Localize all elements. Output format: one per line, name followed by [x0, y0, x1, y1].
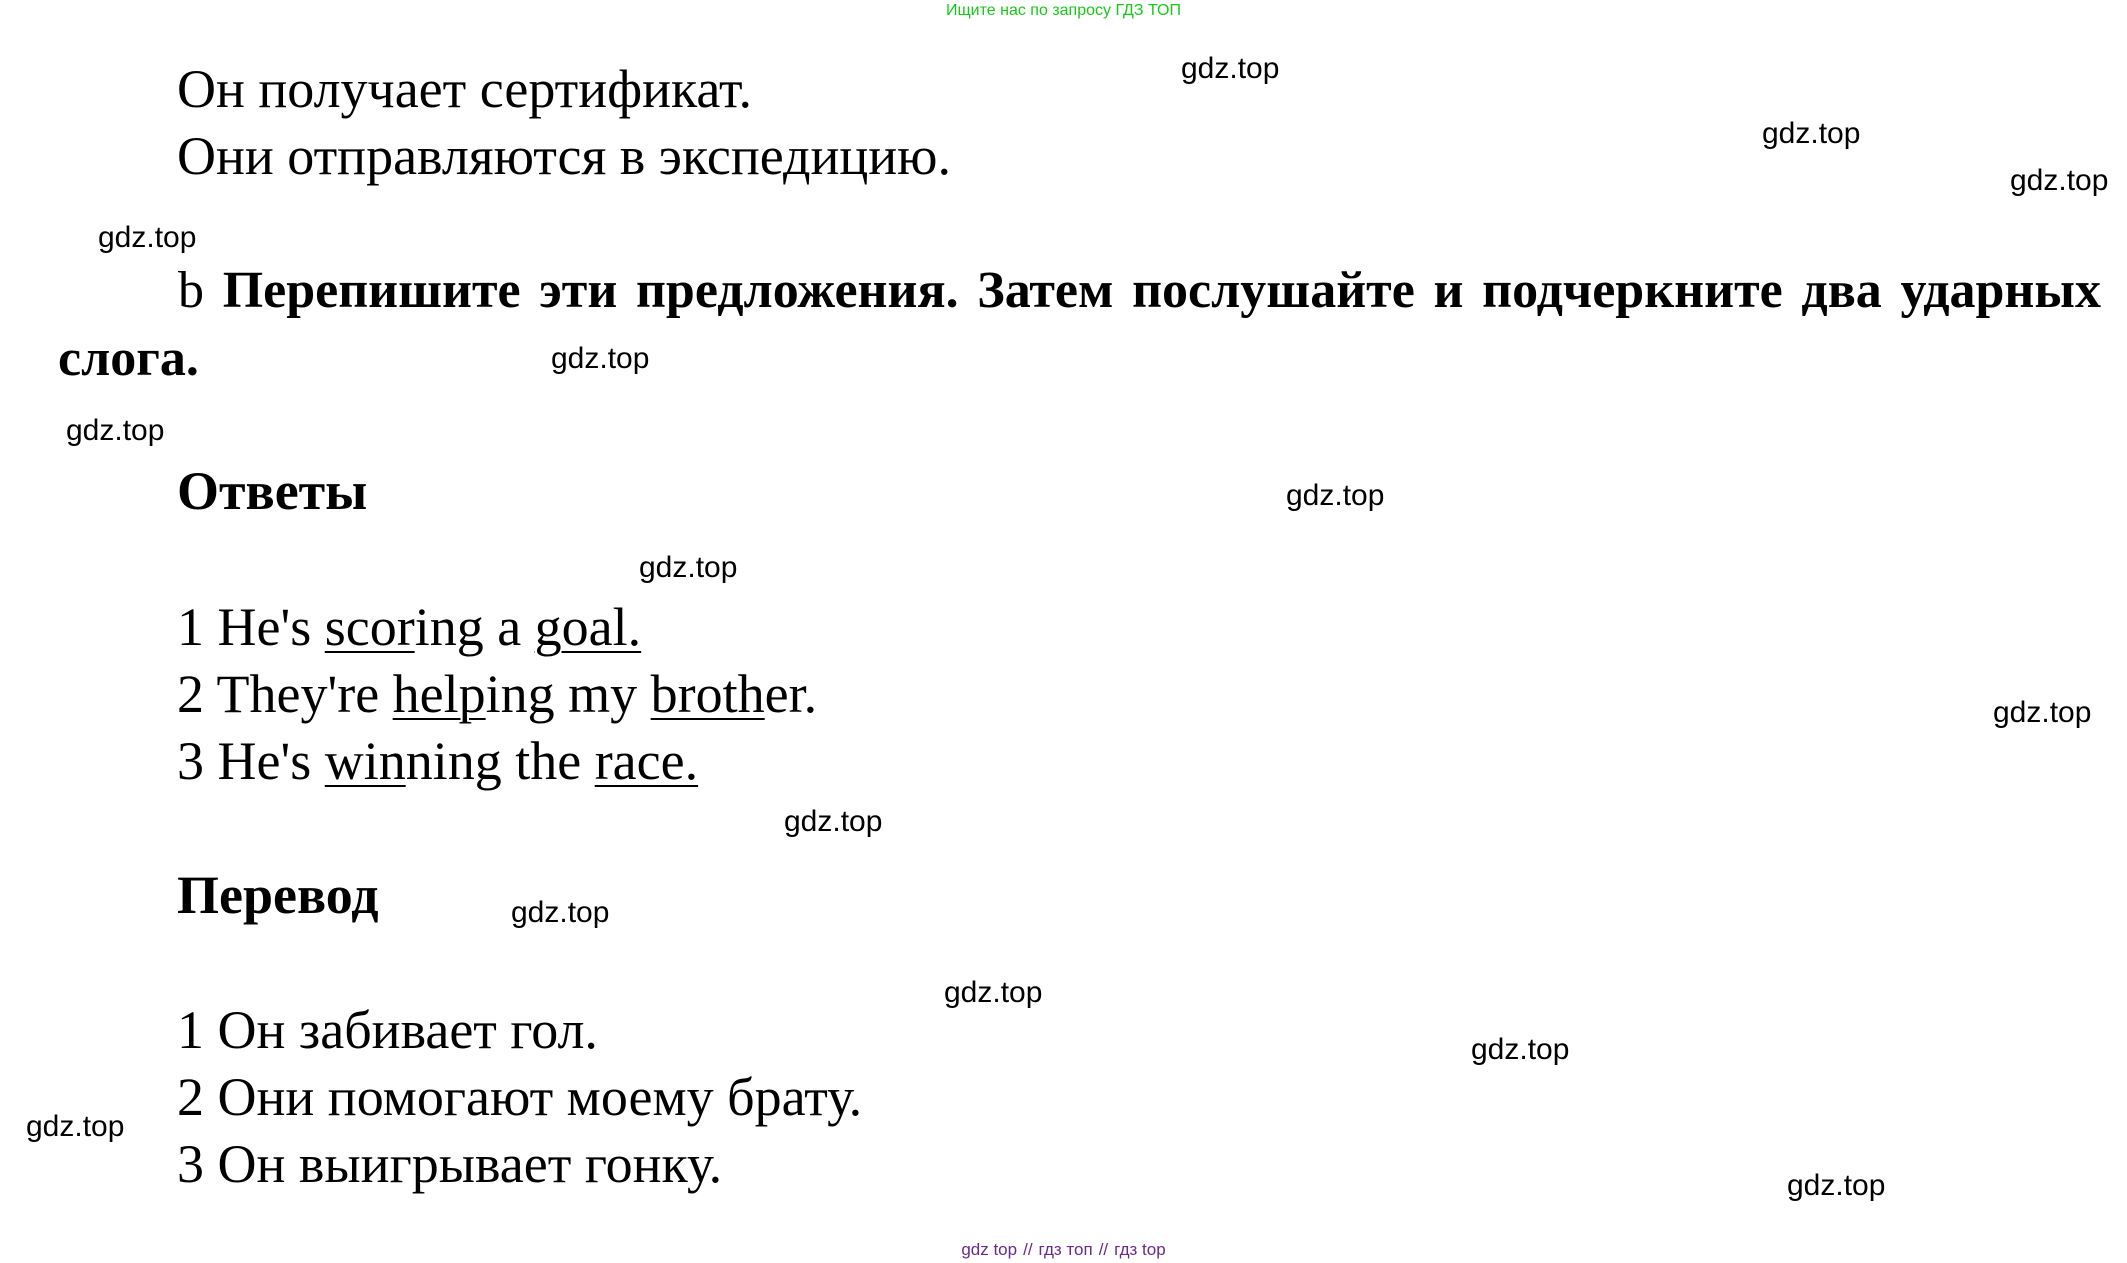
answer-line-2	[177, 661, 817, 727]
answer-1-stressed-2: goal.	[534, 597, 642, 657]
answer-1-stressed-1: scor	[324, 597, 415, 657]
answer-2-stressed-1: help	[392, 664, 486, 724]
bottom-separator: //	[1023, 1240, 1033, 1259]
answer-2-part-5: er.	[764, 664, 818, 724]
answer-line-1	[177, 594, 641, 660]
task-paragraph	[58, 257, 2101, 393]
bottom-link-gdz-top-mixed[interactable]: гдз top	[1114, 1240, 1166, 1259]
watermark: gdz.top	[1471, 1033, 1570, 1066]
translation-heading: Перевод	[177, 865, 379, 925]
intro-line-1: Он получает сертификат.	[177, 59, 753, 119]
answer-2-part-1: 2 They're	[177, 664, 393, 724]
watermark: gdz.top	[1787, 1169, 1886, 1202]
watermark: gdz.top	[1286, 479, 1385, 512]
search-banner[interactable]: Ищите нас по запросу ГДЗ ТОП	[946, 2, 1181, 19]
answer-line-3	[177, 728, 698, 794]
translation-line-3: 3 Он выигрывает гонку.	[177, 1134, 723, 1194]
answer-1-part-3: ing a	[414, 597, 535, 657]
watermark: gdz.top	[511, 896, 610, 929]
bottom-links	[0, 1240, 2127, 1260]
answer-3-part-1: 3 He's	[177, 731, 325, 791]
task-letter: b	[178, 262, 204, 319]
watermark: gdz.top	[26, 1110, 125, 1143]
intro-line-2: Они отправляются в экспедицию.	[177, 126, 952, 186]
bottom-separator: //	[1098, 1240, 1109, 1259]
watermark: gdz.top	[98, 221, 197, 254]
answer-2-part-3: ing my	[485, 664, 651, 724]
watermark: gdz.top	[1762, 117, 1861, 150]
watermark: gdz.top	[1181, 52, 1280, 85]
watermark: gdz.top	[2010, 164, 2109, 197]
answer-3-part-3: ning the	[405, 731, 595, 791]
answer-3-stressed-2: race.	[594, 731, 699, 791]
translation-line-1: 1 Он забивает гол.	[177, 1000, 598, 1060]
watermark: gdz.top	[784, 805, 883, 838]
answers-heading: Ответы	[177, 461, 368, 521]
bottom-link-gdz-top[interactable]: gdz top	[961, 1240, 1018, 1259]
answer-1-part-1: 1 He's	[177, 597, 325, 657]
answer-2-stressed-2: broth	[650, 664, 765, 724]
translation-line-2: 2 Они помогают моему брату.	[177, 1067, 863, 1127]
watermark: gdz.top	[944, 976, 1043, 1009]
task-instruction: Перепишите эти предложения. Затем послушайте и подчеркните два ударных слога.	[58, 262, 2101, 387]
watermark: gdz.top	[551, 342, 650, 375]
bottom-link-gdz-top-ru[interactable]: гдз топ	[1038, 1240, 1093, 1259]
watermark: gdz.top	[639, 551, 738, 584]
watermark: gdz.top	[66, 414, 165, 447]
answer-3-stressed-1: win	[324, 731, 406, 791]
watermark: gdz.top	[1993, 696, 2092, 729]
